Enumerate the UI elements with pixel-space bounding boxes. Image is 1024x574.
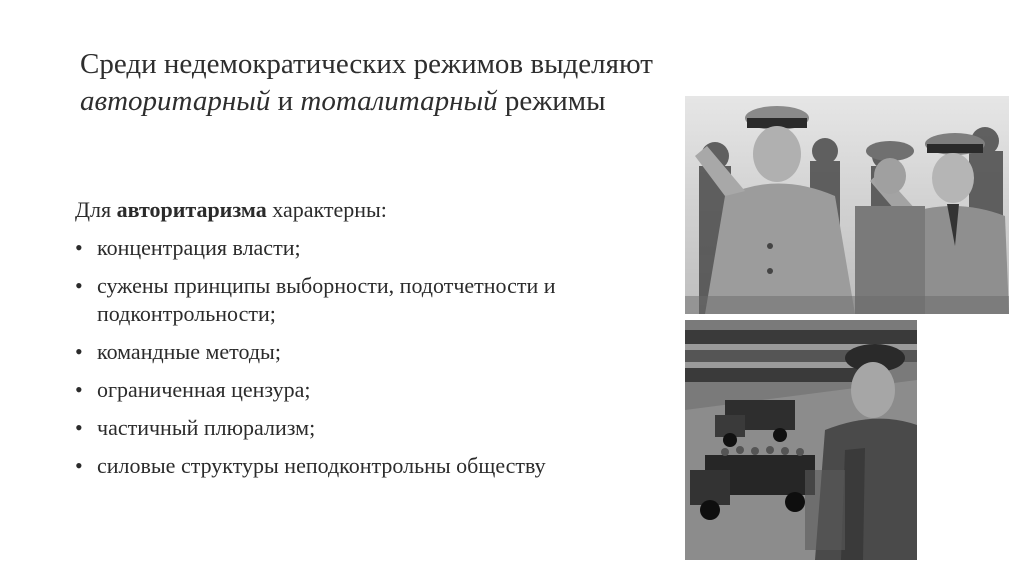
title-line-1: Среди недемократических режимов выделяют	[80, 48, 653, 80]
title-italic-totalitarian: тоталитарный	[300, 85, 498, 117]
bullet-text: сужены принципы выборности, подотчетности и подконтрольности;	[97, 273, 556, 326]
title-conjunction: и	[270, 85, 301, 117]
officers-saluting-photo	[685, 96, 1009, 314]
bullet-item	[75, 272, 675, 328]
military-parade-illustration	[685, 320, 917, 560]
military-parade-photo	[685, 320, 917, 560]
bullet-list	[75, 234, 675, 480]
title-tail: режимы	[497, 85, 606, 117]
bullet-item	[75, 234, 675, 262]
slide-title	[80, 46, 720, 120]
bullet-text: концентрация власти;	[97, 235, 301, 260]
bullet-item	[75, 452, 675, 480]
bullet-dot: •	[75, 453, 83, 478]
bullet-dot: •	[75, 339, 83, 364]
slide-body	[75, 196, 675, 490]
intro-suffix: характерны:	[266, 197, 387, 222]
bullet-text: частичный плюрализм;	[97, 415, 316, 440]
bullet-dot: •	[75, 273, 83, 298]
intro-bold-term: авторитаризма	[116, 197, 267, 222]
intro-line	[75, 196, 675, 224]
bullet-text: командные методы;	[97, 339, 281, 364]
bullet-item	[75, 338, 675, 366]
bullet-text: ограниченная цензура;	[97, 377, 311, 402]
officers-saluting-illustration	[685, 96, 1009, 314]
title-italic-authoritarian: авторитарный	[80, 85, 271, 117]
bullet-item	[75, 414, 675, 442]
intro-prefix: Для	[75, 197, 117, 222]
bullet-dot: •	[75, 235, 83, 260]
bullet-dot: •	[75, 377, 83, 402]
bullet-dot: •	[75, 415, 83, 440]
bullet-item	[75, 376, 675, 404]
bullet-text: силовые структуры неподконтрольны обществу	[97, 453, 546, 478]
